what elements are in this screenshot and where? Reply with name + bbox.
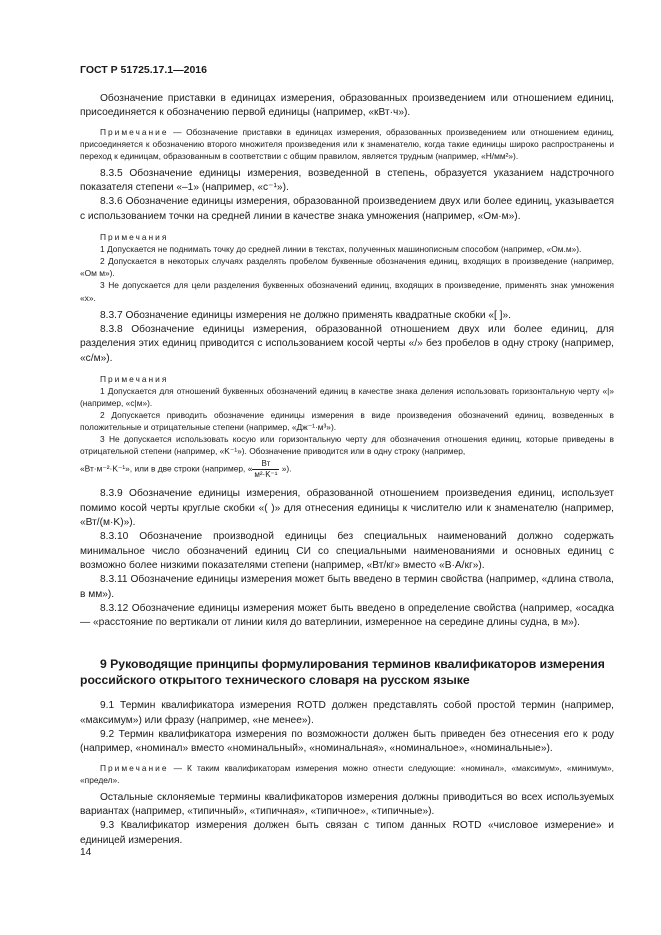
note-label: Примечание xyxy=(100,126,169,137)
note-item: 2 Допускается в некоторых случаях разделять пробелом буквенные обозначения единиц, входящих в произведение (например, «Ом м»). xyxy=(80,256,614,279)
paragraph-9-3: 9.3 Квалификатор измерения должен быть связан с типом данных ROTD «числовое измерение» и единицей измерения. xyxy=(80,820,614,846)
note-qualifiers xyxy=(80,762,614,786)
paragraph-prefix-rule: Обозначение приставки в единицах измерения, образованных произведением или отношением единиц, присоединяется к обозначению первой единицы (например, «кВт·ч»). xyxy=(80,93,614,119)
note-item-continuation xyxy=(80,459,614,480)
note-item: 2 Допускается приводить обозначение единицы измерения в виде произведения обозначений единиц, возведенных в положительные и отрицательные степени (например, «Дж⁻¹·м³»). xyxy=(80,410,614,433)
fraction-numerator: Вт xyxy=(252,459,279,470)
paragraph-8-3-8: 8.3.8 Обозначение единицы измерения, образованной отношением двух или более единиц, для разделения этих единиц приводится с использованием косой черты «/» без пробелов в одну строку (например, «с/м»). xyxy=(80,323,614,364)
note-prefix xyxy=(80,126,614,162)
paragraph-9-1: 9.1 Термин квалификатора измерения ROTD должен представлять собой простой термин (например, «максимум») или фразу (например, «не менее»). xyxy=(80,700,614,726)
note-item: 3 Не допускается использовать косую или горизонтальную черту для обозначения отношения единиц, которые приведены в отрицательной степени (например, «K⁻¹»). Обозначение приводится или в одну строку (например, xyxy=(80,434,614,457)
paragraph-8-3-5: 8.3.5 Обозначение единицы измерения, возведенной в степень, образуется указанием надстрочного показателя степени «–1» (например, «с⁻¹»). xyxy=(80,167,614,194)
paragraph-declinable-terms: Остальные склоняемые термины квалификаторов измерения должны приводиться во всех используемых вариантах (например, «типичный», «типичная», «типичное», «типичные»). xyxy=(80,791,614,818)
fraction xyxy=(252,459,279,480)
document-body xyxy=(80,92,614,848)
notes-label: Примечания xyxy=(100,232,169,243)
paragraph-8-3-10: 8.3.10 Обозначение производной единицы без специальных наименований должно содержать минимальное число обозначений единиц СИ со специальными наименованиями и основных единиц с возможно более низкими показателями степени (например, «Вт/кг» вместо «В·А/кг»). xyxy=(80,531,614,571)
note-item: 1 Допускается не поднимать точку до средней линии в текстах, полученных машинописным способом (например, «Ом.м»). xyxy=(100,244,582,255)
paragraph-8-3-11: 8.3.11 Обозначение единицы измерения может быть введено в термин свойства (например, «длина ствола, в мм»). xyxy=(80,574,614,600)
paragraph-8-3-9: 8.3.9 Обозначение единицы измерения, образованной отношением произведения единиц, использует помимо косой черты круглые скобки «( )» для отнесения единицы к числителю или к знаменателю (например, «Вт/(м·K)»). xyxy=(80,488,614,529)
paragraph-8-3-7: 8.3.7 Обозначение единицы измерения не должно применять квадратные скобки «[ ]». xyxy=(100,309,511,321)
note-inline-text: »). xyxy=(279,464,292,475)
notes-label: Примечания xyxy=(100,373,169,384)
note-label: Примечание xyxy=(100,762,169,773)
paragraph-8-3-6: 8.3.6 Обозначение единицы измерения, образованной произведением двух или более единиц, указывается с использованием точки на средней линии в качестве знака умножения (например, «Ом·м»). xyxy=(80,196,614,222)
paragraph-9-2: 9.2 Термин квалификатора измерения по возможности должен быть приведен без отнесения его к роду (например, «номинал» вместо «номинальный», «номинальная», «номинальное», «номинальные»). xyxy=(80,729,614,755)
note-text: — Обозначение приставки в единицах измерения, образованных произведением или отношением единиц, присоединяется к обозначению второго множителя произведения или к знаменателю, когда такие единицы широко распространены и переход к единицам, образованным в соответствии с общим правилом, является трудным (например, «Н/мм²»). xyxy=(80,126,614,161)
note-item: 3 Не допускается для цели разделения буквенных обозначений единиц, входящих в произведение, применять знак умножения «х». xyxy=(80,280,614,303)
note-item: 1 Допускается для отношений буквенных обозначений единиц в качестве знака деления использовать горизонтальную черту «|» (например, «с|м»). xyxy=(80,385,614,408)
page-number: 14 xyxy=(80,847,92,858)
fraction-denominator: м²·K⁻¹ xyxy=(254,470,278,480)
section-9-heading: 9 Руководящие принципы формулирования терминов квалификаторов измерения российского открытого технического словаря на русском языке xyxy=(80,657,605,688)
document-header: ГОСТ Р 51725.17.1—2016 xyxy=(80,64,207,76)
paragraph-8-3-12: 8.3.12 Обозначение единицы измерения может быть введено в определение свойства (например, «осадка — «расстояние по вертикали от линии киля до ватерлинии, измеренное на середине длины судна, в м»). xyxy=(80,602,614,629)
note-text: — К таким квалификаторам измерения можно отнести следующие: «номинал», «максимум», «минимум», «предел». xyxy=(80,762,614,785)
note-inline-text: «Вт·м⁻²·K⁻¹», или в две строки (например, « xyxy=(80,464,253,475)
